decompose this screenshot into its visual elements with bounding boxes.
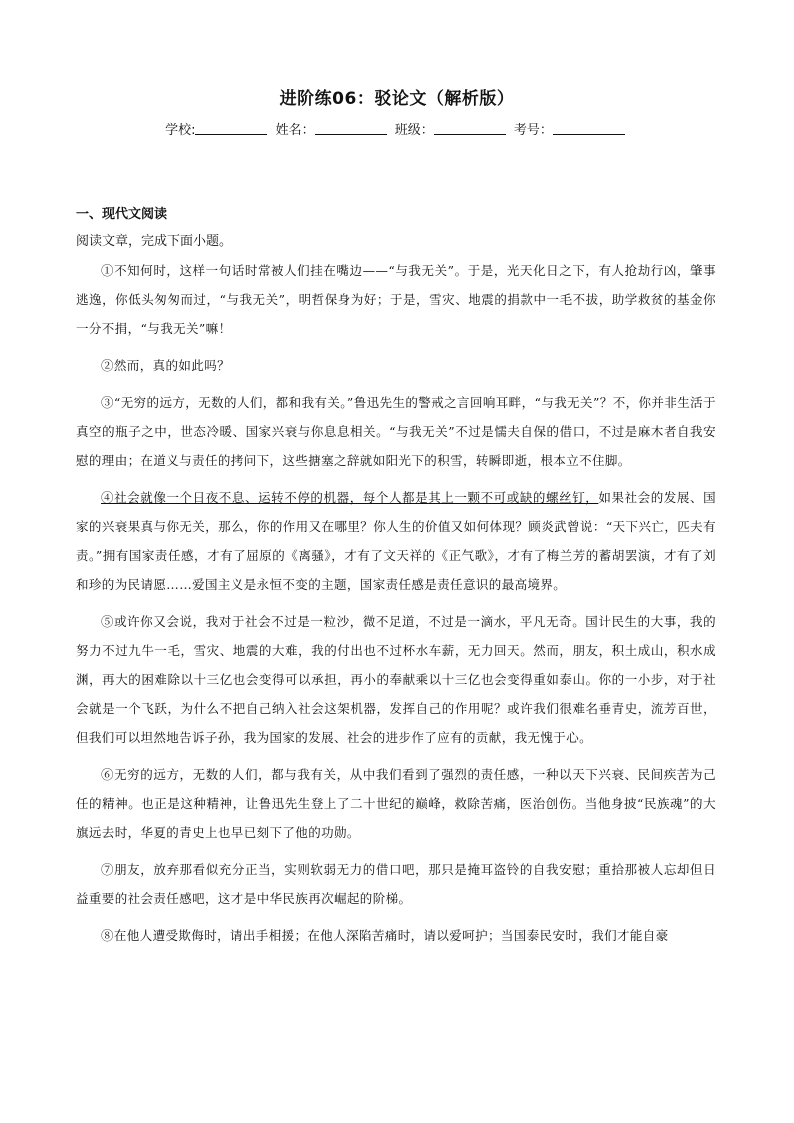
paragraph-4 bbox=[76, 483, 716, 599]
paragraph-8-text: ⑧在他人遭受欺侮时，请出手相援；在他人深陷苦痛时，请以爱呵护；当国泰民安时，我们才能自豪 bbox=[101, 928, 669, 943]
exam-number-blank bbox=[553, 122, 625, 135]
paragraph-6 bbox=[76, 760, 716, 847]
paragraph-5 bbox=[76, 607, 716, 752]
paragraph-7 bbox=[76, 855, 716, 913]
paragraph-5-text: ⑤或许你又会说，我对于社会不过是一粒沙，微不足道，不过是一滴水，平凡无奇。国计民生的大事，我的努力不过九牛一毛，雪灾、地震的大难，我的付出也不过杯水车薪，无力回天。然而，朋友，积土成山，积水成渊，再大的困难除以十三亿也会变得可以承担，再小的奉献乘以十三亿也会变得重如泰山。你的一小步，对于社会就是一个飞跃，为什么不把自己纳入社会这架机器，发挥自己的作用呢？或许我们很难名垂青史，流芳百世，但我们可以坦然地告诉子孙，我为国家的发展、社会的进步作了应有的贡献，我无愧于心。 bbox=[76, 614, 716, 745]
paragraph-4-underlined-sentence: ④社会就像一个日夜不息、运转不停的机器，每个人都是其上一颗不可或缺的螺丝钉， bbox=[101, 490, 599, 505]
instruction-text: 阅读文章，完成下面小题。 bbox=[76, 234, 233, 249]
section-heading: 一、现代文阅读 bbox=[76, 207, 168, 222]
school-label: 学校: bbox=[165, 123, 196, 138]
paragraph-6-text: ⑥无穷的远方，无数的人们，都与我有关，从中我们看到了强烈的责任感，一种以天下兴衰、民间疾苦为己任的精神。也正是这种精神，让鲁迅先生登上了二十世纪的巅峰，救除苦痛，医治创伤。当他身披“民族魂”的大旗远去时，华夏的青史上也早已刻下了他的功勋。 bbox=[76, 767, 716, 840]
paragraph-7-text: ⑦朋友，放弃那看似充分正当，实则软弱无力的借口吧，那只是掩耳盗铃的自我安慰；重拾那被人忘却但日益重要的社会责任感吧，这才是中华民族再次崛起的阶梯。 bbox=[76, 862, 716, 906]
article-body bbox=[76, 256, 716, 958]
class-label: 班级： bbox=[394, 123, 434, 138]
paragraph-8 bbox=[76, 921, 716, 950]
exam-number-label: 考号： bbox=[513, 123, 553, 138]
paragraph-2 bbox=[76, 351, 716, 380]
student-info-line bbox=[0, 119, 794, 138]
name-blank bbox=[315, 122, 387, 135]
paragraph-4-text: 如果社会的发展、国家的兴衰果真与你无关，那么，你的作用又在哪里？你人生的价值又如何体现？顾炎武曾说：“天下兴亡，匹夫有责。”拥有国家责任感，才有了屈原的《离骚》，才有了文天祥的《正气歌》，才有了梅兰芳的蓄胡罢演，才有了刘和珍的为民请愿……爱国主义是永恒不变的主题，国家责任感是责任意识的最高境界。 bbox=[76, 490, 717, 592]
paragraph-1 bbox=[76, 256, 716, 343]
name-label: 姓名： bbox=[275, 123, 315, 138]
paragraph-3-text: ③“无穷的远方，无数的人们，都和我有关。”鲁迅先生的警戒之言回响耳畔，“与我无关”？不，你并非生活于真空的瓶子之中，世态冷暖、国家兴衰与你息息相关。“与我无关”不过是懦夫自保的借口，不过是麻木者自我安慰的理由；在道义与责任的拷问下，这些搪塞之辞就如阳光下的积雪，转瞬即逝，根本立不住脚。 bbox=[76, 395, 716, 468]
class-blank bbox=[434, 122, 506, 135]
paragraph-2-text: ②然而，真的如此吗？ bbox=[101, 358, 231, 373]
paragraph-3 bbox=[76, 388, 716, 475]
paragraph-1-text: ①不知何时，这样一句话时常被人们挂在嘴边——“与我无关”。于是，光天化日之下，有人抢劫行凶，肇事逃逸，你低头匆匆而过，“与我无关”，明哲保身为好；于是，雪灾、地震的捐款中一毛不拔，助学救贫的基金你一分不捐，“与我无关”嘛！ bbox=[76, 263, 716, 336]
page-title: 进阶练06：驳论文（解析版） bbox=[279, 89, 515, 109]
school-blank bbox=[195, 122, 267, 135]
